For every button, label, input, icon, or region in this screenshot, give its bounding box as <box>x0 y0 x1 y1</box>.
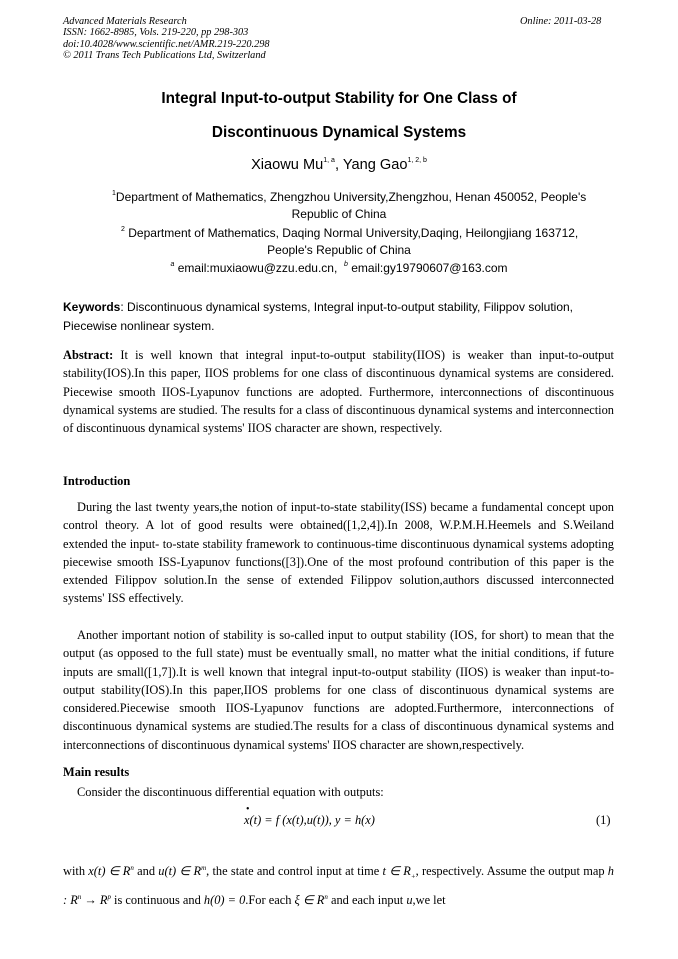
derivative-dot-icon: • <box>246 804 250 815</box>
affiliation-mark: 1 <box>112 190 116 197</box>
equation-1 <box>244 804 375 828</box>
journal-name: Advanced Materials Research <box>63 16 187 27</box>
text-run: and each input <box>327 892 407 907</box>
math-text: u <box>406 892 413 907</box>
affiliation-text: Department of Mathematics, Zhengzhou University,Zhengzhou, Henan 450052, People's <box>115 190 587 204</box>
author-name: Xiaowu Mu <box>251 157 324 173</box>
paper-title-line2: Discontinuous Dynamical Systems <box>211 124 467 141</box>
math-text: t ∈ R <box>382 864 411 879</box>
math-superscript: m <box>201 864 207 872</box>
equation-number: (1) <box>596 813 611 827</box>
text-run: .For each <box>245 892 295 907</box>
math-superscript: n <box>324 892 328 901</box>
paper-title-line1: Integral Input-to-output Stability for One Class of <box>161 90 517 107</box>
text-run: with <box>63 864 89 879</box>
keywords <box>63 298 615 336</box>
affiliation-2-line1 <box>121 226 578 240</box>
email-line <box>0 261 678 275</box>
email-mark: b <box>343 261 348 268</box>
math-subscript: + <box>410 872 416 881</box>
text-run: and <box>133 864 159 879</box>
affiliation-1-line1 <box>112 190 586 204</box>
math-text: u(t) ∈ R <box>158 864 202 879</box>
author-affiliation-mark: 1, a <box>323 157 335 164</box>
main-results-paragraph-2 <box>63 858 614 910</box>
doi-line: doi:10.4028/www.scientific.net/AMR.219-220.298 <box>63 38 270 50</box>
text-run: ,we let <box>412 892 446 907</box>
text-run: is continuous and <box>110 892 204 907</box>
math-run <box>382 864 416 881</box>
abstract <box>63 346 614 437</box>
email-address: email:muxiaowu@zzu.edu.cn, <box>177 261 338 275</box>
math-text: → R <box>81 892 108 907</box>
math-superscript: n <box>130 864 134 872</box>
email-mark: a <box>170 261 175 268</box>
math-run <box>88 864 134 878</box>
author-separator: , <box>334 157 343 173</box>
math-text: h(0) = 0 <box>203 892 246 907</box>
email-address: email:gy19790607@163.com <box>351 261 508 275</box>
math-run <box>158 864 206 878</box>
author-list <box>0 157 678 173</box>
keywords-text: : Discontinuous dynamical systems, Integral input-to-output stability, Filippov solution, Piecewise nonlinear system. <box>63 300 574 333</box>
author-affiliation-mark: 1, 2, b <box>407 157 427 164</box>
issn-line: ISSN: 1662-8985, Vols. 219-220, pp 298-303 <box>63 27 249 39</box>
math-text: x(t) ∈ R <box>88 864 131 879</box>
main-results-paragraph-1: Consider the discontinuous differential equation with outputs: <box>77 785 384 799</box>
introduction-paragraph-2: Another important notion of stability is so-called input to output stability (IOS, for short) to mean that the output (as opposed to the full state) must be eventually small, no matter what the initial conditions, if future inputs are small([1,7]).It is well known that integral input-to-output stability (IIOS) is weaker than input-to-output stability(IOS).In this paper,IIOS problems for one class of discontinuous dynamical systems are considered.Piecewise smooth IIOS-Lyapunov functions are adopted.Furthermore, interconnections of discontinuous dynamical systems are studied.The results for a class of discontinuous dynamical systems and interconnections of discontinuous dynamical systems' IIOS character are shown,respectively. <box>63 628 614 752</box>
text-run: , respectively. Assume the output map <box>415 864 608 879</box>
main-results-heading: Main results <box>63 765 130 779</box>
equation-text: x(t) = f (x(t),u(t)), y = h(x) <box>244 813 375 827</box>
online-date: Online: 2011-03-28 <box>520 16 602 27</box>
text-run: , the state and control input at time <box>206 864 383 879</box>
abstract-text: It is well known that integral input-to-output stability(IIOS) is weaker than input-to-output stability(IOS).In this paper, IIOS problems for one class of discontinuous dynamical systems are considered. Piecewise smooth IIOS-Lyapunov functions are adopted. Furthermore, interconnections of discontinuous dynamical systems are studied. The results for a class of discontinuous dynamical systems and interconnection of discontinuous dynamical systems' IIOS character are shown, respectively. <box>63 348 614 436</box>
math-text: ξ ∈ R <box>294 892 325 907</box>
keywords-label: Keywords <box>63 300 121 314</box>
affiliation-1-line2: Republic of China <box>291 207 387 221</box>
math-run <box>295 893 328 907</box>
introduction-paragraph-1: During the last twenty years,the notion of input-to-state stability(ISS) became a fundamental concept upon control theory. A lot of good results were obtained([1,2,4]).In 2008, W.P.M.H.Heemels and S.Weiland extended the input- to-state stability framework to continuous-time discontinuous dynamical systems adopting piecewise smooth ISS-Lyapunov functions([3]).One of the most profound contribution of this paper is the extended Filippov solution.In the sense of extended Filippov solution,authors discussed interconnected systems' ISS effectively. <box>63 500 614 606</box>
introduction-heading: Introduction <box>63 474 131 488</box>
math-superscript: n <box>77 892 82 901</box>
author-name: Yang Gao <box>342 157 408 173</box>
affiliation-mark: 2 <box>121 226 125 233</box>
affiliation-text: Department of Mathematics, Daqing Normal University,Daqing, Heilongjiang 163712, <box>128 226 579 240</box>
affiliation-2-line2: People's Republic of China <box>267 243 411 257</box>
math-superscript: p <box>107 892 111 901</box>
math-text: h : R <box>63 864 614 907</box>
abstract-label: Abstract: <box>63 348 114 362</box>
copyright-line: © 2011 Trans Tech Publications Ltd, Switzerland <box>63 49 266 61</box>
journal-header <box>63 16 270 61</box>
